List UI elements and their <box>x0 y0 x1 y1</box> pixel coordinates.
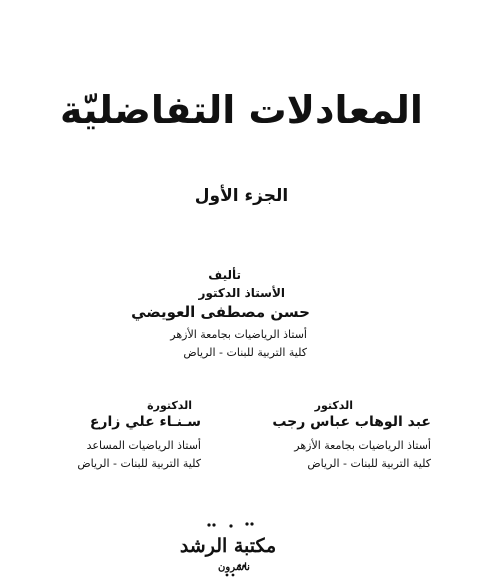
coauthor-right-institution: كلية التربية للبنات - الرياض <box>307 457 431 470</box>
publisher-tagline: ناشرون <box>218 562 250 573</box>
author-position: أستاذ الرياضيات بجامعة الأزهر <box>170 328 307 341</box>
authorship-label: تأليف <box>208 268 241 282</box>
coauthor-left-rank: الدكتورة <box>147 399 192 412</box>
author-rank: الأستاذ الدكتور <box>198 286 285 300</box>
publisher-logo <box>179 520 277 578</box>
author-institution: كلية التربية للبنات - الرياض <box>183 346 307 359</box>
coauthor-left-institution: كلية التربية للبنات - الرياض <box>77 457 201 470</box>
book-title: المعادلات التفاضليّة <box>60 88 423 132</box>
coauthor-right-rank: الدكتور <box>314 399 353 412</box>
author-name: حسن مصطفى العويضي <box>131 303 310 321</box>
volume-label: الجزء الأول <box>194 186 289 206</box>
publisher-name: مكتبة الرشد <box>179 535 277 557</box>
coauthor-left-position: أستاذ الرياضيات المساعد <box>86 439 201 452</box>
coauthor-left-name: سـنـاء علي زارع <box>89 414 201 430</box>
coauthor-right-name: عبد الوهاب عباس رجب <box>272 414 431 430</box>
coauthor-right-position: أستاذ الرياضيات بجامعة الأزهر <box>294 439 431 452</box>
